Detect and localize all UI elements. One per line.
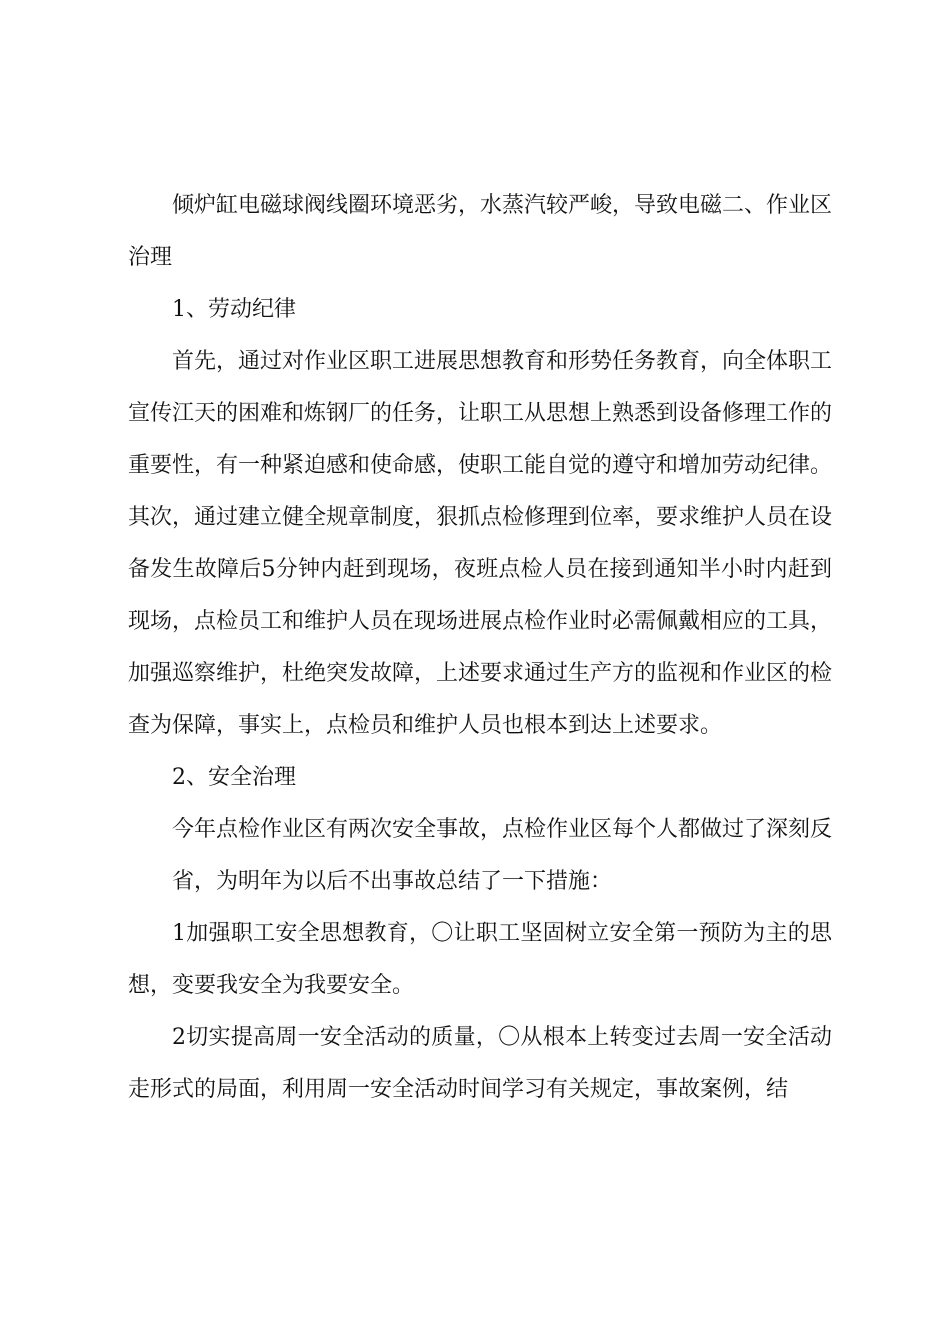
paragraph-safety-measures-intro: 省，为明年为以后不出事故总结了一下措施： xyxy=(172,869,613,894)
paragraph-measure-2: 2切实提高周一安全活动的质量，〇从根本上转变过去周一安全活动走形式的局面，利用周一安全活动时间学习有关规定，事故案例，结 xyxy=(128,1025,832,1102)
section-heading-labor-discipline: 1、劳动纪律 xyxy=(172,297,296,322)
paragraph-continuation: 倾炉缸电磁球阀线圈环境恶劣，水蒸汽较严峻，导致电磁二、作业区治理 xyxy=(128,193,833,270)
paragraph-safety-incidents: 今年点检作业区有两次安全事故，点检作业区每个人都做过了深刻反 xyxy=(172,817,833,842)
document-page xyxy=(128,180,832,1116)
paragraph-labor-discipline: 首先，通过对作业区职工进展思想教育和形势任务教育，向全体职工宣传江天的困难和炼钢厂的任务，让职工从思想上熟悉到设备修理工作的重要性，有一种紧迫感和使命感，使职工能自觉的遵守和增加劳动纪律。其次，通过建立健全规章制度，狠抓点检修理到位率，要求维护人员在设备发生故障后5分钟内赶到现场，夜班点检人员在接到通知半小时内赶到现场，点检员工和维护人员在现场进展点检作业时必需佩戴相应的工具，加强巡察维护，杜绝突发故障，上述要求通过生产方的监视和作业区的检查为保障，事实上，点检员和维护人员也根本到达上述要求。 xyxy=(128,349,833,738)
paragraph-measure-1: 1加强职工安全思想教育，〇让职工坚固树立安全第一预防为主的思想，变要我安全为我要安全。 xyxy=(128,921,832,998)
section-heading-safety-management: 2、安全治理 xyxy=(172,765,296,790)
